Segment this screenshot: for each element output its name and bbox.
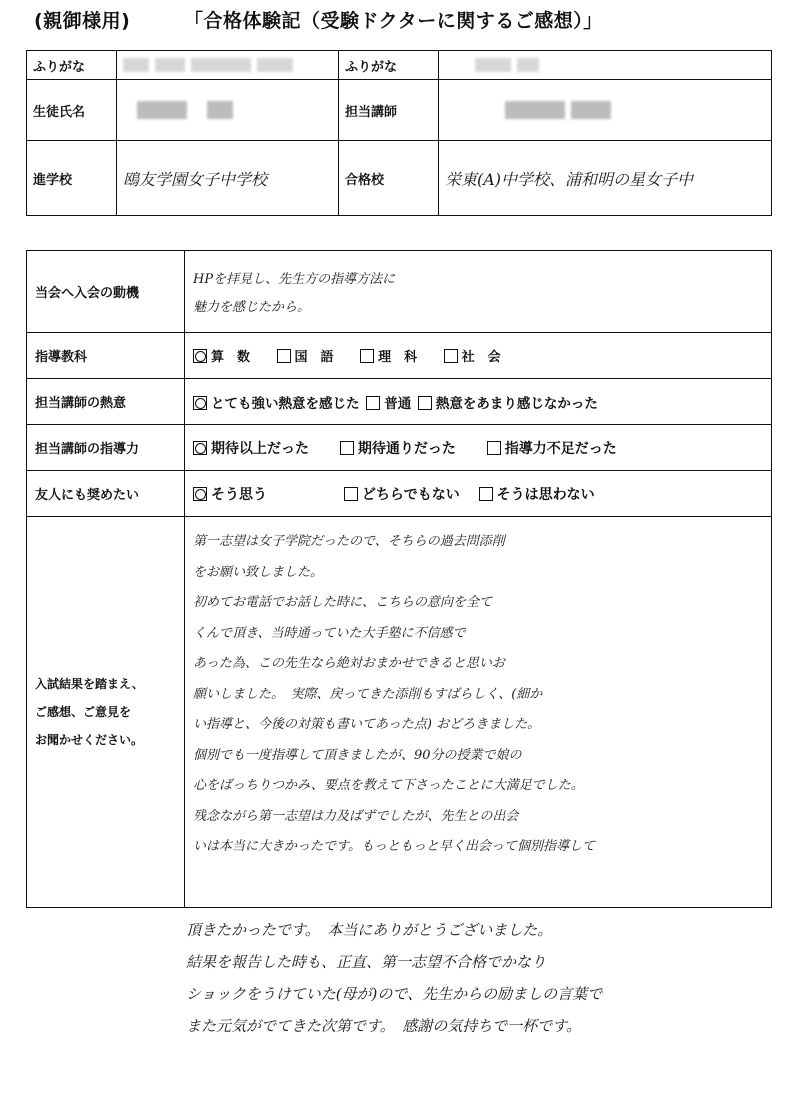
ability-option-expected[interactable]: 期待通りだった bbox=[340, 438, 456, 458]
subject-options bbox=[185, 333, 772, 379]
continuation-line: ショックをうけていた(母が)ので、先生からの励ましの言葉で bbox=[186, 985, 603, 1003]
recommend-option-neutral[interactable]: どちらでもない bbox=[344, 484, 460, 504]
checkbox-checked[interactable] bbox=[193, 396, 207, 410]
audience-label: (親御様用) bbox=[34, 10, 131, 32]
impression-line: をお願い致しました。 bbox=[193, 564, 324, 580]
impression-line: くんで頂き、当時通っていた大手塾に不信感で bbox=[193, 625, 466, 641]
school-value: 鴎友学園女子中学校 bbox=[117, 141, 339, 216]
subject-option-japanese[interactable]: 国 語 bbox=[277, 346, 334, 365]
student-info-table bbox=[26, 50, 772, 216]
impression-line: 心をばっちりつかみ、要点を教えて下さったことに大満足でした。 bbox=[193, 778, 584, 793]
teacher-label: 担当講師 bbox=[339, 80, 439, 141]
passed-school-value: 栄東(A)中学校、浦和明の星女子中 bbox=[439, 141, 772, 216]
subject-option-science[interactable]: 理 科 bbox=[360, 346, 417, 365]
motive-label: 当会へ入会の動機 bbox=[27, 251, 185, 333]
recommend-label: 友人にも奨めたい bbox=[27, 471, 185, 517]
subject-label: 指導教科 bbox=[27, 333, 185, 379]
teacher-furigana-redacted bbox=[439, 51, 772, 80]
enthusiasm-option-normal[interactable]: 普通 bbox=[366, 392, 411, 412]
continuation-line: また元気がでてきた次第です。 感謝の気持ちで一杯です。 bbox=[186, 1017, 581, 1035]
enthusiasm-label: 担当講師の熱意 bbox=[27, 379, 185, 425]
motive-line: 魅力を感じたから。 bbox=[193, 299, 311, 315]
enthusiasm-options bbox=[185, 379, 772, 425]
checkbox-checked[interactable] bbox=[193, 349, 207, 363]
impression-line: あった為、この先生なら絶対おまかせできると思いお bbox=[193, 656, 505, 671]
student-name-redacted bbox=[117, 80, 339, 141]
checkbox[interactable] bbox=[340, 441, 354, 455]
impression-line: 個別でも一度指導して頂きましたが、90分の授業で娘の bbox=[193, 747, 522, 763]
checkbox[interactable] bbox=[444, 349, 458, 363]
recommend-option-yes[interactable]: そう思う bbox=[193, 484, 267, 504]
checkbox[interactable] bbox=[344, 487, 358, 501]
impression-line: いは本当に大きかったです。もっともっと早く出会って個別指導して bbox=[193, 839, 595, 854]
motive-answer bbox=[185, 251, 772, 333]
survey-table bbox=[26, 250, 772, 908]
continuation-line: 結果を報告した時も、正直、第一志望不合格でかなり bbox=[186, 953, 547, 971]
checkbox[interactable] bbox=[366, 396, 380, 410]
checkbox[interactable] bbox=[277, 349, 291, 363]
ability-option-lacking[interactable]: 指導力不足だった bbox=[487, 438, 617, 458]
continuation-line: 頂きたかったです。 本当にありがとうございました。 bbox=[186, 921, 553, 939]
ability-option-above[interactable]: 期待以上だった bbox=[193, 438, 309, 458]
checkbox-checked[interactable] bbox=[193, 487, 207, 501]
checkbox[interactable] bbox=[479, 487, 493, 501]
impression-answer bbox=[185, 517, 772, 908]
impression-line: 残念ながら第一志望は力及ばずでしたが、先生との出会 bbox=[193, 808, 519, 824]
school-label: 進学校 bbox=[27, 141, 117, 216]
ability-options bbox=[185, 425, 772, 471]
impression-line: 第一志望は女子学院だったので、そちらの過去問添削 bbox=[193, 534, 505, 549]
checkbox[interactable] bbox=[487, 441, 501, 455]
impression-label: 入試結果を踏まえ、 ご感想、ご意見を お聞かせください。 bbox=[27, 517, 185, 908]
furigana-label: ふりがな bbox=[27, 51, 117, 80]
passed-school-label: 合格校 bbox=[339, 141, 439, 216]
recommend-options bbox=[185, 471, 772, 517]
checkbox[interactable] bbox=[360, 349, 374, 363]
student-furigana-redacted bbox=[117, 51, 339, 80]
subject-option-social[interactable]: 社 会 bbox=[444, 346, 501, 365]
teacher-furigana-label: ふりがな bbox=[339, 51, 439, 80]
motive-line: HPを拝見し、先生方の指導方法に bbox=[193, 271, 396, 287]
checkbox-checked[interactable] bbox=[193, 441, 207, 455]
enthusiasm-option-strong[interactable]: とても強い熱意を感じた bbox=[193, 392, 360, 412]
impression-line: 初めてお電話でお話した時に、こちらの意向を全て bbox=[193, 595, 493, 610]
teacher-name-redacted bbox=[439, 80, 772, 141]
impression-line: い指導と、今後の対策も書いてあった点) おどろきました。 bbox=[193, 717, 541, 732]
checkbox[interactable] bbox=[418, 396, 432, 410]
enthusiasm-option-weak[interactable]: 熱意をあまり感じなかった bbox=[418, 392, 598, 412]
continuation-text bbox=[186, 914, 798, 1042]
student-name-label: 生徒氏名 bbox=[27, 80, 117, 141]
recommend-option-no[interactable]: そうは思わない bbox=[479, 484, 595, 504]
subject-option-math[interactable]: 算 数 bbox=[193, 346, 250, 365]
page-title bbox=[34, 6, 794, 36]
ability-label: 担当講師の指導力 bbox=[27, 425, 185, 471]
impression-line: 願いしました。 実際、戻ってきた添削もすばらしく、(細か bbox=[193, 686, 543, 702]
document-title: 「合格体験記（受験ドクターに関するご感想）」 bbox=[184, 10, 603, 32]
